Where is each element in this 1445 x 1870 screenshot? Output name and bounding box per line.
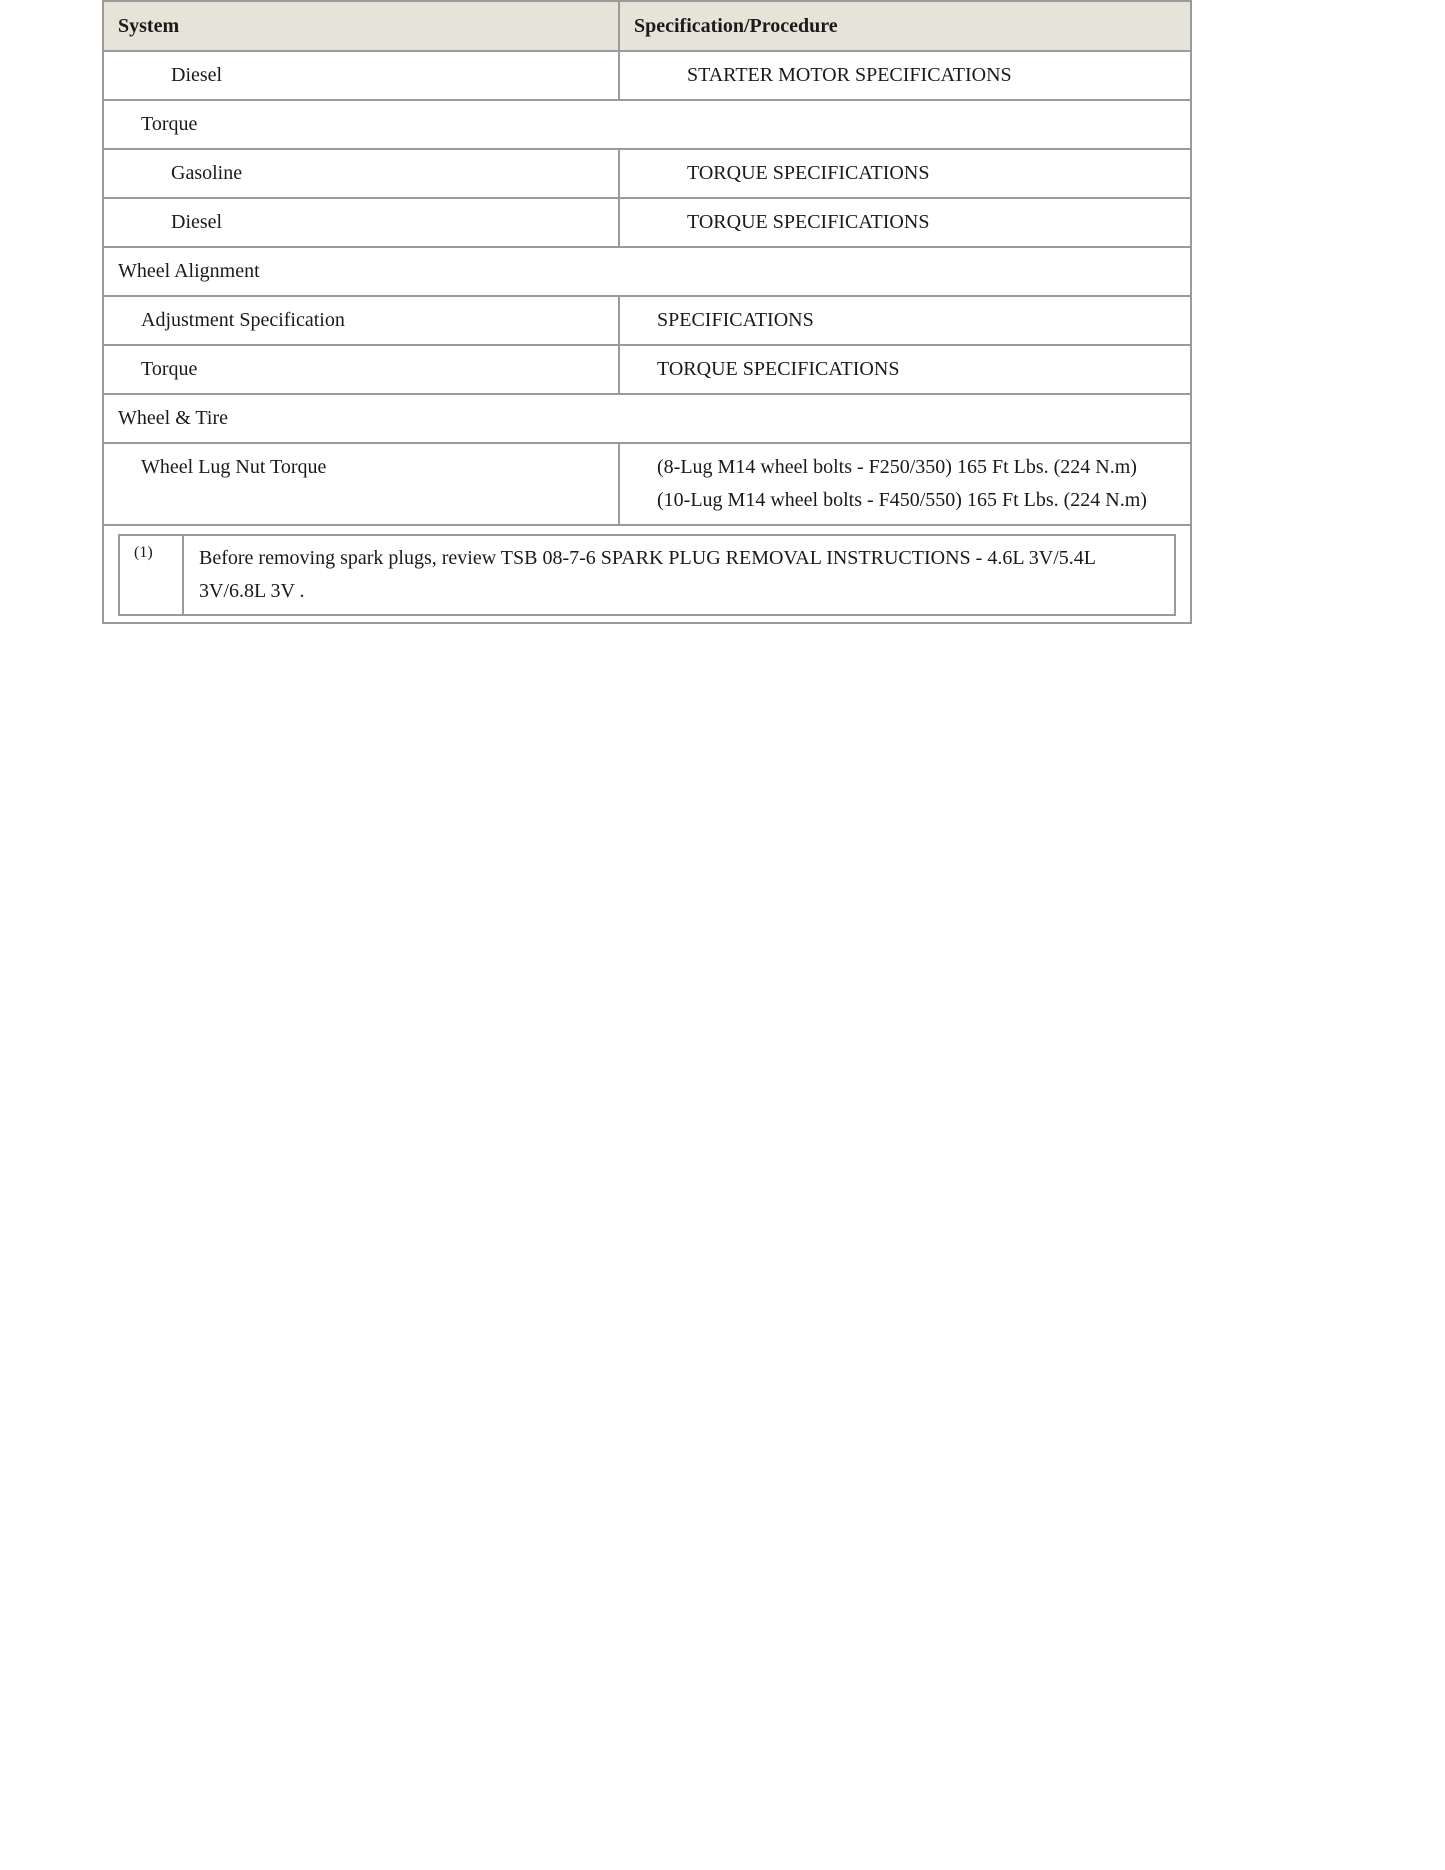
spec-text [619, 443, 1191, 525]
footnote-text: Before removing spark plugs, review TSB 08-7-6 SPARK PLUG REMOVAL INSTRUCTIONS - 4.6L 3V/5.4L 3V/6.8L 3V . [183, 535, 1175, 615]
group-heading: Wheel Alignment [103, 247, 1191, 296]
footnote-number: (1) [119, 535, 183, 615]
system-cell: Wheel Lug Nut Torque [103, 443, 619, 525]
footnote-row [103, 525, 1191, 623]
table-row [103, 149, 1191, 198]
table-group-row [103, 100, 1191, 149]
table-group-row [103, 247, 1191, 296]
table-row [103, 51, 1191, 100]
system-cell: Diesel [103, 51, 619, 100]
table-row [103, 198, 1191, 247]
spec-link[interactable]: TORQUE SPECIFICATIONS [619, 149, 1191, 198]
spec-link[interactable]: STARTER MOTOR SPECIFICATIONS [619, 51, 1191, 100]
header-system: System [103, 1, 619, 51]
system-cell: Adjustment Specification [103, 296, 619, 345]
system-cell: Torque [103, 345, 619, 394]
group-heading: Wheel & Tire [103, 394, 1191, 443]
spec-line: (10-Lug M14 wheel bolts - F450/550) 165 Ft Lbs. (224 N.m) [657, 489, 1147, 511]
spec-link[interactable]: TORQUE SPECIFICATIONS [619, 345, 1191, 394]
system-cell: Diesel [103, 198, 619, 247]
footnote-cell [103, 525, 1191, 623]
table-group-row [103, 394, 1191, 443]
table-row [103, 443, 1191, 525]
table-row [103, 345, 1191, 394]
spec-line: (8-Lug M14 wheel bolts - F250/350) 165 Ft Lbs. (224 N.m) [657, 456, 1137, 478]
spec-link[interactable]: SPECIFICATIONS [619, 296, 1191, 345]
header-specification-procedure: Specification/Procedure [619, 1, 1191, 51]
group-heading: Torque [103, 100, 1191, 149]
system-cell: Gasoline [103, 149, 619, 198]
footnote-table [118, 534, 1176, 616]
table-row [103, 296, 1191, 345]
table-header-row [103, 1, 1191, 51]
spec-link[interactable]: TORQUE SPECIFICATIONS [619, 198, 1191, 247]
specification-table [102, 0, 1192, 624]
